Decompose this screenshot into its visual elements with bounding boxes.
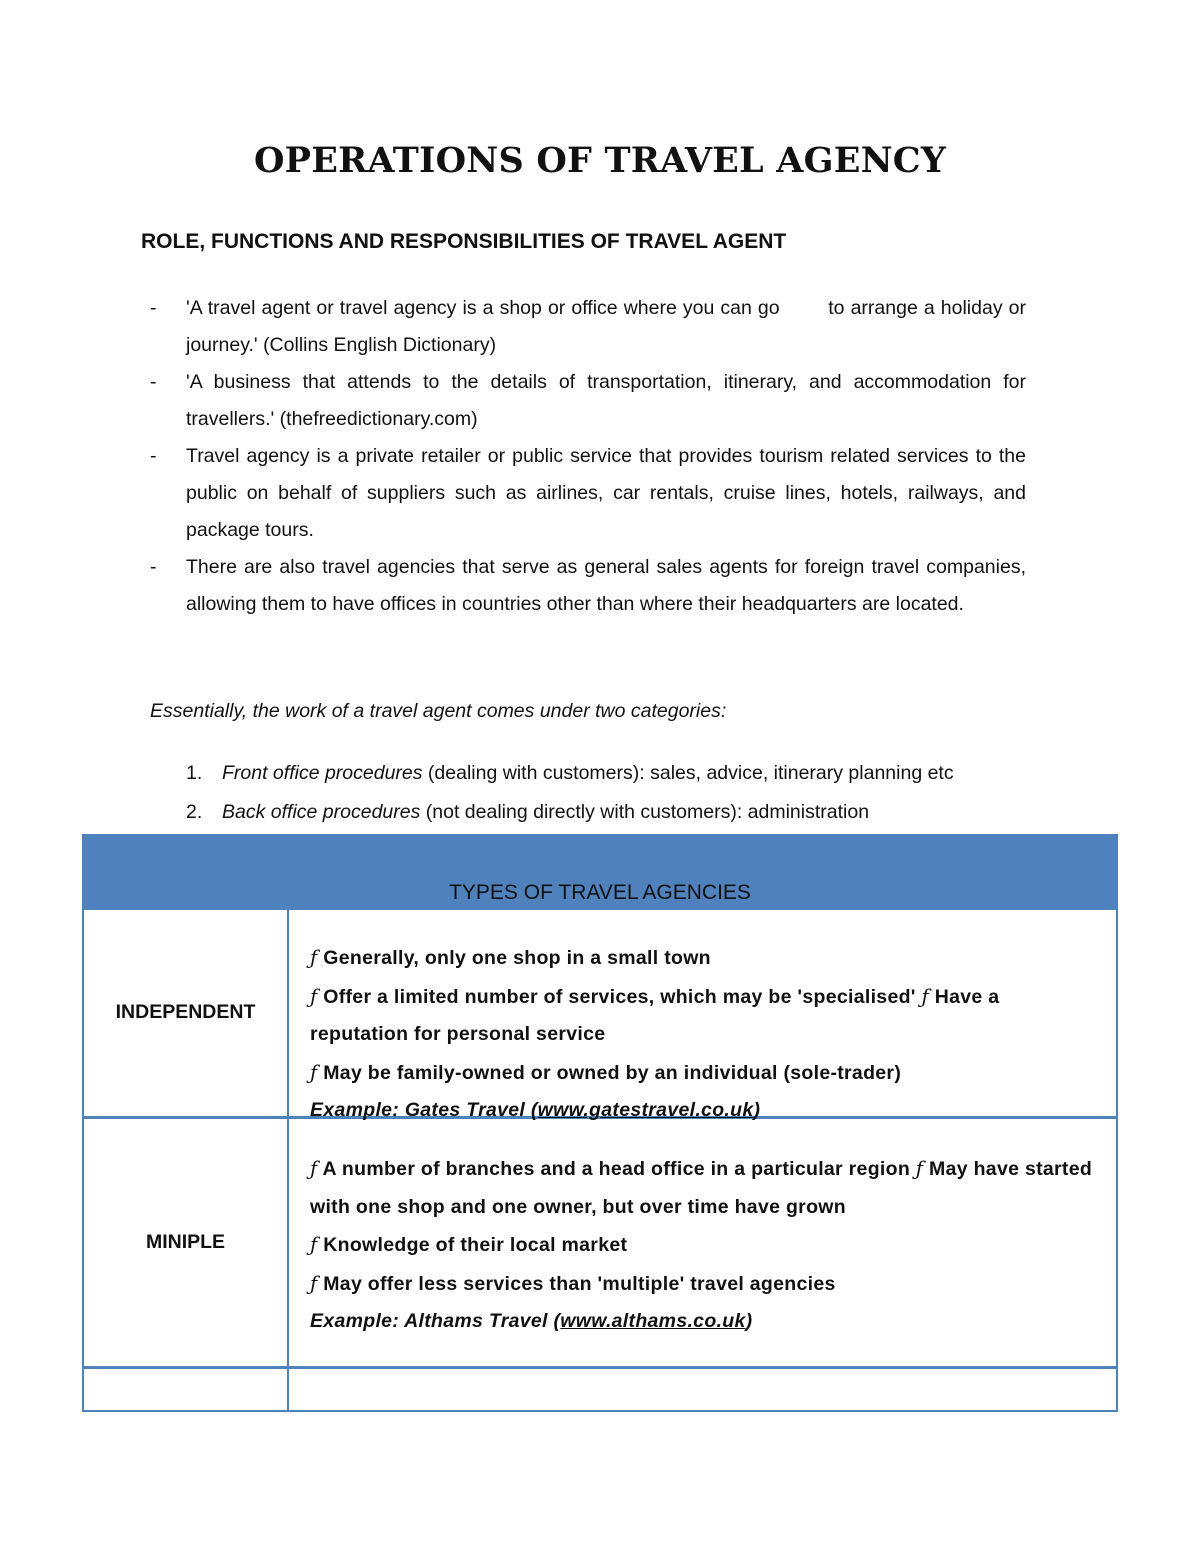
bullet-icon: ƒ (310, 946, 318, 969)
list-item (186, 793, 954, 832)
definition-text: Travel agency is a private retailer or public service that provides tourism related services to the public on behalf of suppliers such as airlines, car rentals, cruise lines, hotels, railways, and package tours. (186, 445, 1026, 541)
agency-type-cell: INDEPENDENT (84, 908, 289, 1116)
bullet-icon: ƒ (310, 1060, 318, 1084)
bullet-icon: ƒ (310, 1233, 318, 1256)
list-item (150, 549, 1026, 623)
page-title: OPERATIONS OF TRAVEL AGENCY (253, 140, 947, 181)
dash-marker: - (150, 556, 157, 578)
description-line (310, 939, 1098, 978)
bullet-icon: ƒ (310, 984, 318, 1008)
list-number: 2. (186, 801, 203, 823)
example-label: Example: Althams Travel ( (310, 1310, 561, 1332)
agency-type-cell (84, 1369, 289, 1410)
bullet-icon: ƒ (310, 1157, 318, 1180)
example-label: Example: Gates Travel ( (310, 1099, 538, 1121)
table-row (84, 1369, 1116, 1410)
list-item (186, 754, 954, 793)
definition-list (150, 290, 1032, 623)
description-text: May have started with one shop and one owner, but over time have grown (310, 1158, 1093, 1218)
agency-description-cell (289, 908, 1116, 1121)
description-text: A number of branches and a head office in a particular region (322, 1158, 911, 1180)
agency-types-table (82, 834, 1118, 1412)
bullet-icon: ƒ (915, 1157, 924, 1180)
table-header (84, 836, 1116, 910)
description-text: May offer less services than 'multiple' travel agencies (323, 1272, 836, 1295)
example-link[interactable]: www.althams.co.uk (560, 1310, 746, 1332)
description-block (310, 939, 1098, 1130)
description-block (310, 1150, 1098, 1341)
list-item (150, 290, 1032, 364)
description-line (310, 1150, 1098, 1226)
description-text: May be family-owned or owned by an individual (sole-trader) (323, 1061, 902, 1084)
list-item (150, 364, 1026, 438)
example-close: ) (753, 1099, 761, 1121)
section-heading: ROLE, FUNCTIONS AND RESPONSIBILITIES OF TRAVEL AGENT (141, 230, 787, 253)
table-header-title: TYPES OF TRAVEL AGENCIES (449, 881, 751, 904)
description-text: Generally, only one shop in a small town (323, 947, 711, 969)
table-row (84, 908, 1116, 1119)
bullet-icon: ƒ (310, 1271, 318, 1295)
bullet-icon: ƒ (921, 984, 929, 1008)
list-number: 1. (186, 762, 203, 784)
agency-description-cell (289, 1369, 1116, 1410)
description-line (310, 1265, 1098, 1304)
category-list (186, 754, 954, 832)
list-item (150, 438, 1026, 549)
category-name: Back office procedures (222, 801, 421, 823)
agency-description-cell (289, 1119, 1116, 1366)
description-text: Have a reputation for personal service (310, 985, 1000, 1045)
agency-type-cell: MINIPLE (84, 1119, 289, 1366)
description-line (310, 1226, 1098, 1265)
definition-text: 'A travel agent or travel agency is a shop or office where you can go to arrange a holiday or journey.' (Collins English Dictionary) (186, 297, 1032, 356)
description-text: Knowledge of their local market (323, 1234, 628, 1256)
example-link[interactable]: www.gatestravel.co.uk (537, 1099, 754, 1121)
example-line (310, 1303, 1098, 1341)
table-row (84, 1119, 1116, 1369)
description-line (310, 1054, 1098, 1093)
dash-marker: - (150, 445, 157, 467)
description-line (310, 978, 1098, 1054)
category-detail: (dealing with customers): sales, advice, itinerary planning etc (422, 762, 954, 784)
category-name: Front office procedures (222, 762, 423, 784)
dash-marker: - (150, 371, 157, 393)
dash-marker: - (150, 297, 157, 319)
definition-text: There are also travel agencies that serve as general sales agents for foreign travel companies, allowing them to have offices in countries other than where their headquarters are located. (186, 556, 1026, 615)
description-text: Offer a limited number of services, which may be 'specialised' (323, 985, 916, 1008)
definition-text: 'A business that attends to the details of transportation, itinerary, and accommodation for travellers.' (thefreedictionary.com) (186, 371, 1026, 430)
example-close: ) (745, 1310, 753, 1332)
categories-intro: Essentially, the work of a travel agent comes under two categories: (150, 700, 727, 722)
category-detail: (not dealing directly with customers): administration (420, 801, 870, 823)
